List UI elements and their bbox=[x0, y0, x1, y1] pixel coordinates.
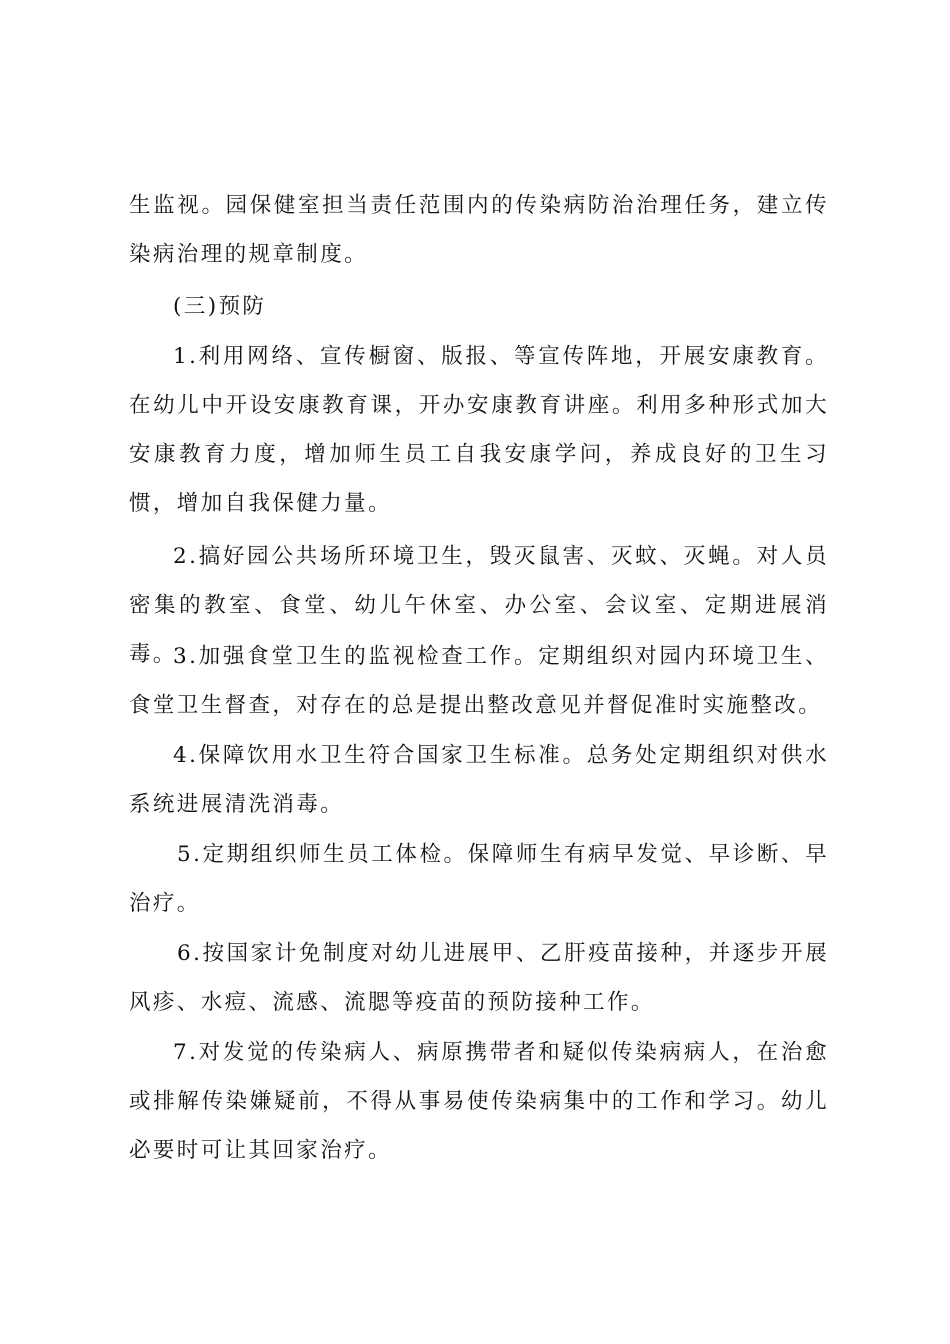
paragraph-item-1: 1.利用网络、宣传橱窗、版报、等宣传阵地，开展安康教育。在幼儿中开设安康教育课，开办安康教育讲座。利用多种形式加大安康教育力度，增加师生员工自我安康学问，养成良好的卫生习惯，增加自我保健力量。 bbox=[129, 344, 829, 516]
paragraph-item-4: 4.保障饮用水卫生符合国家卫生标准。总务处定期组织对供水系统进展清洗消毒。 bbox=[129, 743, 829, 817]
paragraph-item-6: 6.按国家计免制度对幼儿进展甲、乙肝疫苗接种，并逐步开展风疹、水痘、流感、流腮等疫苗的预防接种工作。 bbox=[129, 941, 829, 1015]
paragraph-continuation: 生监视。园保健室担当责任范围内的传染病防治治理任务，建立传染病治理的规章制度。 bbox=[129, 193, 829, 267]
section-heading-prevention: (三)预防 bbox=[173, 294, 267, 319]
paragraph-item-5: 5.定期组织师生员工体检。保障师生有病早发觉、早诊断、早治疗。 bbox=[129, 842, 829, 916]
paragraph-item-7: 7.对发觉的传染病人、病原携带者和疑似传染病病人，在治愈或排解传染嫌疑前，不得从事易使传染病集中的工作和学习。幼儿必要时可让其回家治疗。 bbox=[129, 1040, 829, 1163]
paragraph-item-2: 2.搞好园公共场所环境卫生，毁灭鼠害、灭蚊、灭蝇。对人员密集的教室、食堂、幼儿午休室、办公室、会议室、定期进展消毒。 bbox=[129, 544, 829, 667]
paragraph-item-3: 3.加强食堂卫生的监视检查工作。定期组织对园内环境卫生、食堂卫生督查，对存在的总是提出整改意见并督促准时实施整改。 bbox=[129, 644, 829, 718]
